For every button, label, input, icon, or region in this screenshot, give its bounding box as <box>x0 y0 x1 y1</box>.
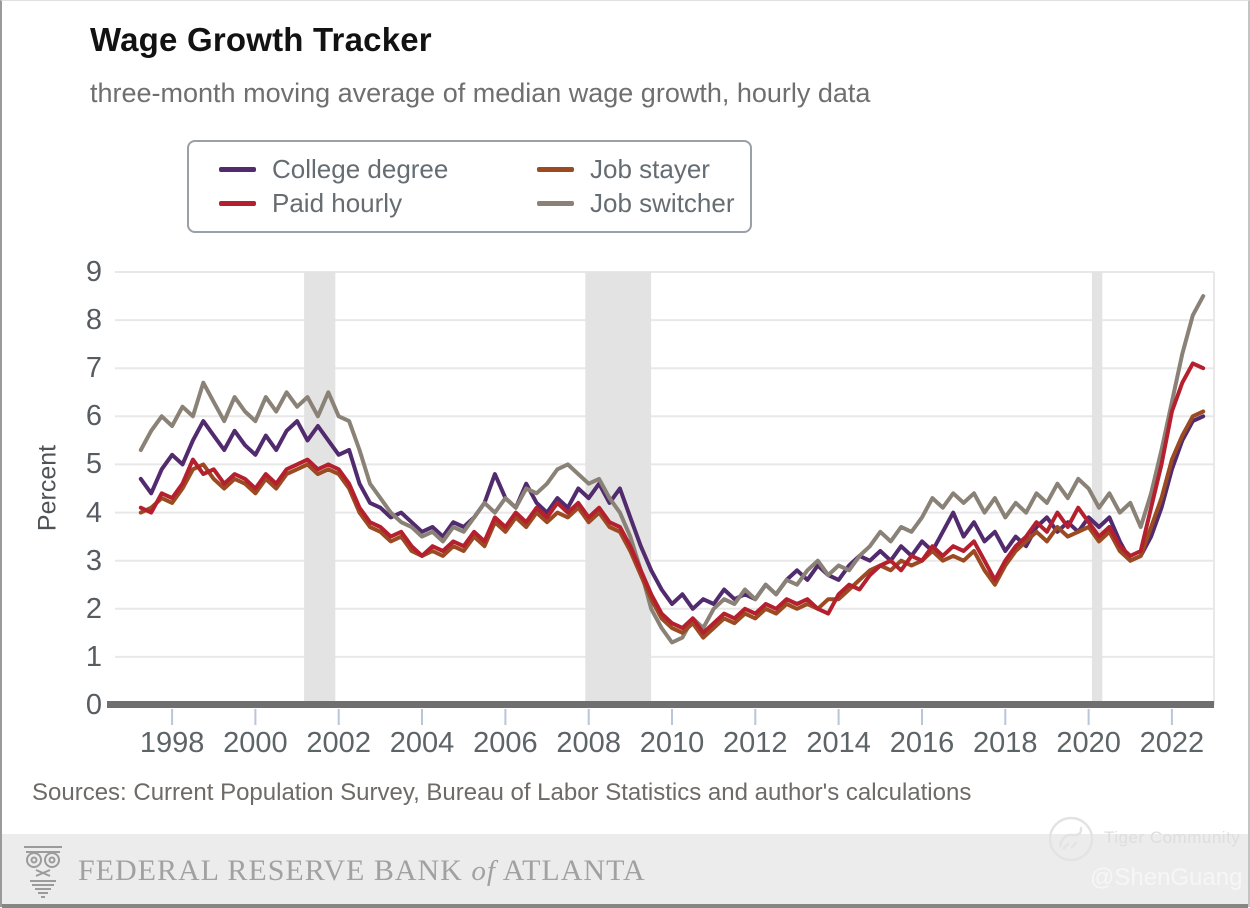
x-tick-label-2022: 2022 <box>1139 727 1205 759</box>
y-tick-label-8: 8 <box>85 304 102 337</box>
bottom-edge-strip <box>2 904 1248 908</box>
y-tick-label-6: 6 <box>85 400 102 433</box>
x-tick-label-1998: 1998 <box>139 727 205 759</box>
sources-note: Sources: Current Population Survey, Bureau of Labor Statistics and author's calculations <box>32 779 972 806</box>
x-tick-label-2008: 2008 <box>556 727 621 759</box>
y-tick-label-2: 2 <box>85 592 102 625</box>
x-tick-label-2000: 2000 <box>223 727 288 759</box>
recession-band-2 <box>1092 272 1102 705</box>
x-tick-label-2006: 2006 <box>473 727 538 759</box>
x-tick-label-2014: 2014 <box>806 727 871 759</box>
x-tick-label-2004: 2004 <box>389 727 455 759</box>
x-tick-label-2018: 2018 <box>973 727 1038 759</box>
watermark-logo-icon <box>1046 814 1096 864</box>
y-tick-label-7: 7 <box>85 352 102 385</box>
legend-label-job-switcher: Job switcher <box>590 188 735 219</box>
page-title: Wage Growth Tracker <box>90 21 432 58</box>
y-axis-title: Percent <box>33 444 62 532</box>
y-tick-label-3: 3 <box>85 544 102 577</box>
column-capital-icon <box>22 843 64 899</box>
y-tick-label-1: 1 <box>85 640 102 673</box>
legend-label-paid-hourly: Paid hourly <box>272 188 403 219</box>
legend-label-job-stayer: Job stayer <box>590 153 710 184</box>
x-tick-label-2002: 2002 <box>306 727 371 759</box>
x-tick-label-2010: 2010 <box>639 727 705 759</box>
page-subtitle: three-month moving average of median wage growth, hourly data <box>90 78 871 108</box>
atlanta-fed-logo <box>22 843 646 899</box>
chart-svg <box>2 1 1250 908</box>
watermark-handle: @ShenGuang <box>1090 864 1243 891</box>
x-tick-label-2020: 2020 <box>1056 727 1121 759</box>
y-tick-label-4: 4 <box>85 496 102 529</box>
atlanta-fed-logo-text <box>78 854 646 888</box>
x-axis-line <box>107 701 1214 708</box>
recession-band-0 <box>304 272 335 705</box>
fed-logo-text-main: FEDERAL RESERVE BANK <box>78 854 463 887</box>
y-tick-label-9: 9 <box>85 256 102 288</box>
watermark-community-label: Tiger Community <box>1104 828 1241 847</box>
x-tick-label-2012: 2012 <box>723 727 788 759</box>
x-tick-label-2016: 2016 <box>889 727 955 759</box>
legend-label-college-degree: College degree <box>272 153 449 184</box>
y-tick-label-5: 5 <box>85 448 102 481</box>
fed-logo-text-of: of <box>471 855 496 887</box>
y-tick-label-0: 0 <box>85 689 102 721</box>
fed-logo-text-city: ATLANTA <box>502 854 646 887</box>
